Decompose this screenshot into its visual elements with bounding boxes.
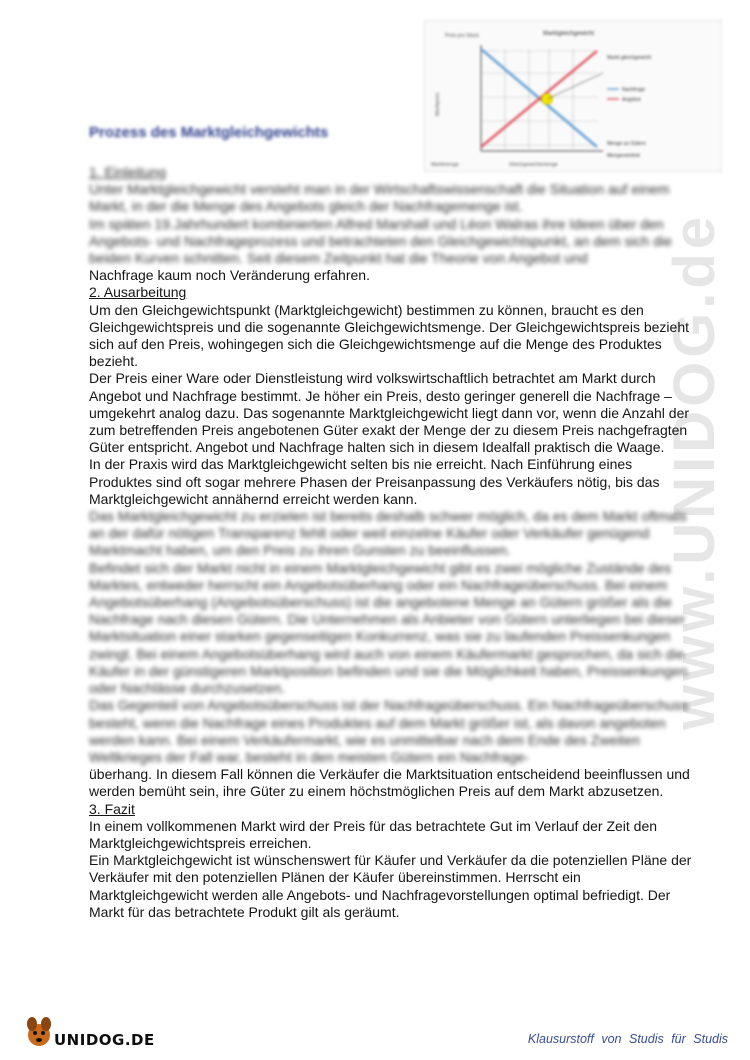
paragraph: Unter Marktgleichgewicht versteht man in der Wirtschaftswissenschaft die Situation auf einem Markt, in der die Menge des Angebots gleich der Nachfragemenge ist.	[89, 181, 670, 215]
logo-text: UNIDOG.DE	[54, 1031, 155, 1049]
paragraph: Das Marktgleichgewicht zu erzielen ist bereits deshalb schwer möglich, da es dem Markt oftmals an der dafür nötigen Transparenz fehlt oder weil einzelne Käufer oder Verkäufer genügend Marktmacht haben, um den Preis zu ihren Gunsten zu beeinflussen.	[89, 508, 687, 559]
paragraph: Nachfrage kaum noch Veränderung erfahren.	[89, 267, 370, 284]
figure-title: Marktgleichgewicht	[543, 31, 595, 37]
unidog-logo	[24, 1015, 164, 1055]
dog-mascot-icon	[24, 1015, 54, 1049]
section-heading: 1. Einleitung	[89, 164, 167, 180]
figure-x-axis-label: Gleichgewichtsmenge	[509, 162, 558, 168]
legend-supply-label: Angebot	[622, 97, 641, 103]
section-heading: 3. Fazit	[89, 800, 135, 817]
paragraph: Ein Marktgleichgewicht ist wünschenswert für Käufer und Verkäufer da die potenziellen Pläne der Verkäufer mit den potenziellen Plänen der Käufer übereinstimmen. Herrscht ein Marktgleichgewicht werden alle Angebots- und Nachfragevorstellungen optimal befriedigt. Der Markt für das betrachtete Produkt gilt als geräumt.	[89, 852, 692, 920]
paragraph: Im späten 19.Jahrhundert kombinierten Alfred Marshall und Léon Walras ihre Ideen über den Angebots- und Nachfrageprozess und betrachteten den Gleichgewichtspunkt, an dem sich die beiden Kurven schnitten. Seit diesem Zeitpunkt hat die Theorie von Angebot und	[89, 215, 672, 267]
paragraph: Befindet sich der Markt nicht in einem Marktgleichgewicht gibt es zwei mögliche Zustände des Marktes, entweder herrscht ein Angebotsüberhang oder ein Nachfrageüberschuss. Bei einem Angebotsüberhang (Angebotsüberschuss) ist die angebotene Menge an Gütern größer als die Nachfrage nach diesen Gütern. Die Unternehmen als Anbieter von Gütern unterliegen bei dieser Marktsituation einer starken gegenseitigen Konkurrenz, was sie zu laufenden Preissenkungen zwingt. Bei einem Angebotsüberhang wird auch von einem Käufermarkt gesprochen, da sich die Käufer in der günstigeren Marktposition befinden und sie die Möglichkeit haben, Preissenkungen oder Nachlässe durchzusetzen.	[89, 559, 688, 697]
figure-svg	[425, 21, 721, 171]
figure-right-bottom-label2: Mengeneinheit	[607, 153, 640, 159]
paragraph: überhang. In diesem Fall können die Verkäufer die Marktsituation entscheidend beeinflussen und werden bemüht sein, ihre Güter zu einem höchstmöglichen Preis auf dem Markt abzusetzen.	[89, 766, 690, 800]
figure-right-bottom-label: Menge an Gütern	[607, 141, 646, 147]
paragraph: In einem vollkommenen Markt wird der Preis für das betrachtete Gut im Verlauf der Zeit den Marktgleichgewichtspreis erreichen.	[89, 817, 658, 851]
paragraph: Um den Gleichgewichtspunkt (Marktgleichgewicht) bestimmen zu können, braucht es den Gleichgewichtspreis und die sogenannte Gleichgewichtsmenge. Der Gleichgewichtspreis bezieht sich auf den Preis, wohingegen sich die Gleichgewichtsmenge auf die Menge des Produktes bezieht.	[89, 301, 689, 370]
figure-y-top-label: Preis pro Stück	[445, 33, 479, 39]
paragraph: In der Praxis wird das Marktgleichgewicht selten bis nie erreicht. Nach Einführung eines Produktes sind oft sogar mehrere Phasen der Preisanpassung des Verkäufers nötig, bis das Marktgleichgewicht annähernd erreicht werden kann.	[89, 456, 660, 507]
legend-demand-label: Nachfrage	[622, 87, 646, 93]
market-equilibrium-figure	[424, 20, 722, 172]
document-body	[89, 164, 693, 921]
watermark: www.UNIDOG.de	[662, 212, 727, 730]
equilibrium-label: Markt-gleichgewicht	[607, 55, 652, 61]
footer-tagline: Klausurstoff von Studis für Studis	[527, 1032, 728, 1046]
paragraph: Das Gegenteil von Angebotsüberschuss ist der Nachfrageüberschuss. Ein Nachfrageüberschuss besteht, wenn die Nachfrage eines Produktes auf dem Markt größer ist, als davon angeboten werden kann. Bei einem Verkäufermarkt, wie es unmittelbar nach dem Ende des Zweiten Weltkrieges der Fall war, besteht in den meisten Gütern ein Nachfrage-	[89, 697, 689, 765]
figure-y-axis-label: Marktpreis	[435, 92, 441, 116]
figure-x-bottom-left: Marktmenge	[431, 162, 459, 168]
section-heading: 2. Ausarbeitung	[89, 284, 187, 301]
paragraph: Der Preis einer Ware oder Dienstleistung wird volkswirtschaftlich betrachtet am Markt durch Angebot und Nachfrage bestimmt. Je höher ein Preis, desto geringer generell die Nachfrage – umgekehrt analog dazu. Das sogenannte Marktgleichgewicht liegt dann vor, wenn die Anzahl der zum betreffenden Preis angebotenen Güter exakt der Menge der zu diesem Preis nachgefragten Güter entspricht. Angebot und Nachfrage halten sich in diesem Idealfall praktisch die Waage.	[89, 370, 690, 456]
document-title: Prozess des Marktgleichgewichts	[89, 124, 329, 141]
